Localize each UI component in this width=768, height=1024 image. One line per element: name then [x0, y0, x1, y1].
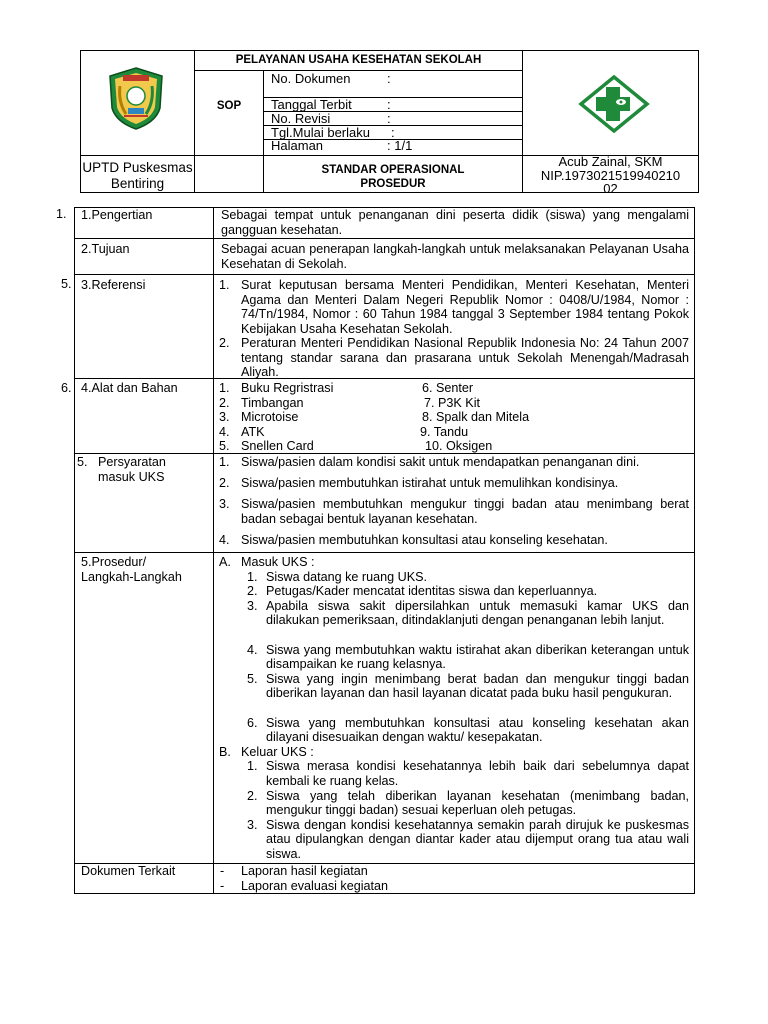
- alat-item-right: 6. Senter: [422, 381, 474, 395]
- document-title: PELAYANAN USAHA KESEHATAN SEKOLAH: [235, 54, 482, 66]
- prosedur-a-number: 5.: [247, 671, 258, 686]
- label-referensi: 3.Referensi: [81, 278, 146, 292]
- field-label-halaman: Halaman: [271, 138, 324, 153]
- persyaratan-number: 2.: [219, 476, 230, 490]
- alat-item: ATK: [241, 424, 265, 439]
- field-label-tgl-mulai: Tgl.Mulai berlaku: [271, 125, 370, 140]
- field-sep-tanggal-terbit: :: [387, 97, 391, 112]
- regional-emblem-logo-icon: [106, 66, 166, 131]
- alat-item-right: 10. Oksigen: [425, 439, 493, 454]
- prosedur-a-item: Siswa datang ke ruang UKS.: [266, 569, 428, 584]
- sop-label: SOP: [216, 100, 242, 112]
- referensi-item: Surat keputusan bersama Menteri Pendidikan, Menteri Kesehatan, Menteri Agama dan Menteri Dalam Negeri Republik Nomor : 0408/U/1984, Nomor : 74/Tn/1984, Nomor : 60 Tahun 1984 tanggal 3 September 1984 tentang Pokok Kebijakan Usaha Kesehatan Sekolah.: [241, 278, 689, 336]
- persyaratan-number: 4.: [219, 533, 230, 547]
- dokumen-bullet: -: [220, 878, 225, 893]
- referensi-item: Peraturan Menteri Pendidikan Nasional Republik Indonesia No: 24 Tahun 2007 tentang standar sarana dan prasarana untuk Sekolah Menengah/Madrasah Aliyah.: [241, 336, 689, 380]
- document-type: STANDAR OPERASIONAL PROSEDUR: [321, 164, 465, 190]
- alat-number: 1.: [219, 381, 230, 395]
- field-sep-halaman: : 1/1: [387, 138, 413, 153]
- field-sep-tgl-mulai: :: [391, 125, 395, 140]
- alat-number: 2.: [219, 395, 230, 410]
- prosedur-section-letter: A.: [219, 555, 231, 569]
- prosedur-a-item: Siswa yang membutuhkan konsultasi atau konseling kesehatan akan dilayani disesuaikan dengan waktu/ kesepakatan.: [266, 715, 689, 745]
- table-divider: [75, 238, 694, 239]
- table-divider: [75, 552, 694, 553]
- row-marker: 1.: [56, 207, 67, 221]
- label-persyaratan-number: 5.: [77, 455, 88, 469]
- persyaratan-item: Siswa/pasien membutuhkan mengukur tinggi badan atau menimbang berat badan sebagai bentuk layanan kesehatan.: [241, 497, 689, 526]
- text-tujuan: Sebagai acuan penerapan langkah-langkah untuk melaksanakan Pelayanan Usaha Kesehatan di Sekolah.: [221, 242, 689, 271]
- field-sep-no-revisi: :: [387, 111, 391, 126]
- prosedur-section-title: Masuk UKS :: [241, 555, 315, 569]
- alat-item: Buku Regristrasi: [241, 381, 334, 395]
- alat-item: Microtoise: [241, 410, 299, 425]
- persyaratan-item: Siswa/pasien membutuhkan istirahat untuk memulihkan kondisinya.: [241, 476, 619, 490]
- label-pengertian: 1.Pengertian: [81, 208, 153, 222]
- sop-body-table: [74, 207, 695, 894]
- prosedur-b-item: Siswa yang telah diberikan layanan kesehatan (menimbang badan, mengukur tinggi badan) sesuai keperluan oleh petugas.: [266, 788, 689, 818]
- prosedur-a-number: 4.: [247, 642, 258, 657]
- persyaratan-item: Siswa/pasien dalam kondisi sakit untuk mendapatkan penanganan dini.: [241, 455, 640, 469]
- alat-item: Snellen Card: [241, 439, 314, 454]
- prosedur-b-number: 3.: [247, 817, 258, 832]
- prosedur-a-number: 2.: [247, 584, 258, 599]
- alat-number: 3.: [219, 410, 230, 425]
- prosedur-b-item: Siswa dengan kondisi kesehatannya semakin parah dirujuk ke puskesmas atau dipulangkan dengan diantar kader atau dijemput orang tua atau wali siswa.: [266, 817, 689, 861]
- referensi-number: 1.: [219, 278, 230, 292]
- row-marker: 6.: [61, 381, 72, 395]
- prosedur-section-title: Keluar UKS :: [241, 744, 314, 759]
- persyaratan-number: 1.: [219, 455, 230, 469]
- header-divider: [194, 70, 522, 71]
- dokumen-item: Laporan hasil kegiatan: [241, 864, 368, 878]
- field-label-no-dokumen: No. Dokumen: [271, 71, 351, 86]
- prosedur-a-item: Siswa yang membutuhkan waktu istirahat akan diberikan keterangan untuk disampaikan ke ruang kelasnya.: [266, 642, 689, 672]
- prosedur-b-number: 1.: [247, 759, 258, 774]
- text-pengertian: Sebagai tempat untuk penanganan dini peserta didik (siswa) yang mengalami gangguan kesehatan.: [221, 208, 689, 237]
- signer-block: Acub Zainal, SKM NIP.1973021519940210 02: [540, 154, 681, 196]
- dokumen-item: Laporan evaluasi kegiatan: [241, 878, 389, 893]
- persyaratan-number: 3.: [219, 497, 230, 511]
- alat-number: 5.: [219, 439, 230, 454]
- field-label-no-revisi: No. Revisi: [271, 111, 331, 126]
- table-divider: [213, 208, 214, 893]
- dokumen-bullet: -: [220, 864, 225, 878]
- label-persyaratan: Persyaratan masuk UKS: [98, 455, 166, 484]
- prosedur-a-item: Siswa yang ingin menimbang berat badan dan mengukur tinggi badan diberikan layanan dan hasil layanan dicatat pada buku hasil pengukuran.: [266, 671, 689, 701]
- puskesmas-cross-logo-icon: [578, 75, 650, 133]
- label-prosedur: 5.Prosedur/ Langkah-Langkah: [81, 555, 182, 584]
- alat-item: Timbangan: [241, 395, 304, 410]
- label-dokumen-terkait: Dokumen Terkait: [81, 864, 176, 878]
- alat-item-right: 8. Spalk dan Mitela: [422, 410, 530, 425]
- prosedur-section-letter: B.: [219, 744, 231, 759]
- field-label-tanggal-terbit: Tanggal Terbit: [271, 97, 352, 112]
- row-marker: 5.: [61, 277, 72, 291]
- unit-name: UPTD Puskesmas Bentiring: [82, 160, 193, 191]
- sop-header-table: [80, 50, 699, 196]
- alat-item-right: 7. P3K Kit: [424, 395, 481, 410]
- prosedur-a-number: 3.: [247, 598, 258, 613]
- prosedur-b-item: Siswa merasa kondisi kesehatannya lebih baik dari sebelumnya dapat kembali ke ruang kelas.: [266, 759, 689, 788]
- label-alat-bahan: 4.Alat dan Bahan: [81, 381, 178, 395]
- referensi-number: 2.: [219, 336, 230, 350]
- alat-number: 4.: [219, 424, 230, 439]
- header-divider: [194, 51, 195, 192]
- prosedur-a-item: Petugas/Kader mencatat identitas siswa dan keperluannya.: [266, 584, 598, 599]
- label-tujuan: 2.Tujuan: [81, 242, 130, 256]
- table-divider: [75, 453, 694, 454]
- alat-item-right: 9. Tandu: [420, 424, 469, 439]
- prosedur-a-item: Apabila siswa sakit dipersilahkan untuk memasuki kamar UKS dan dilakukan pemeriksaan, ditindaklanjuti dengan penanganan lebih lanjut.: [266, 598, 689, 628]
- field-sep-no-dokumen: :: [387, 71, 391, 86]
- prosedur-b-number: 2.: [247, 788, 258, 803]
- persyaratan-item: Siswa/pasien membutuhkan konsultasi atau konseling kesehatan.: [241, 533, 608, 547]
- prosedur-a-number: 1.: [247, 569, 258, 584]
- prosedur-a-number: 6.: [247, 715, 258, 730]
- table-divider: [75, 274, 694, 275]
